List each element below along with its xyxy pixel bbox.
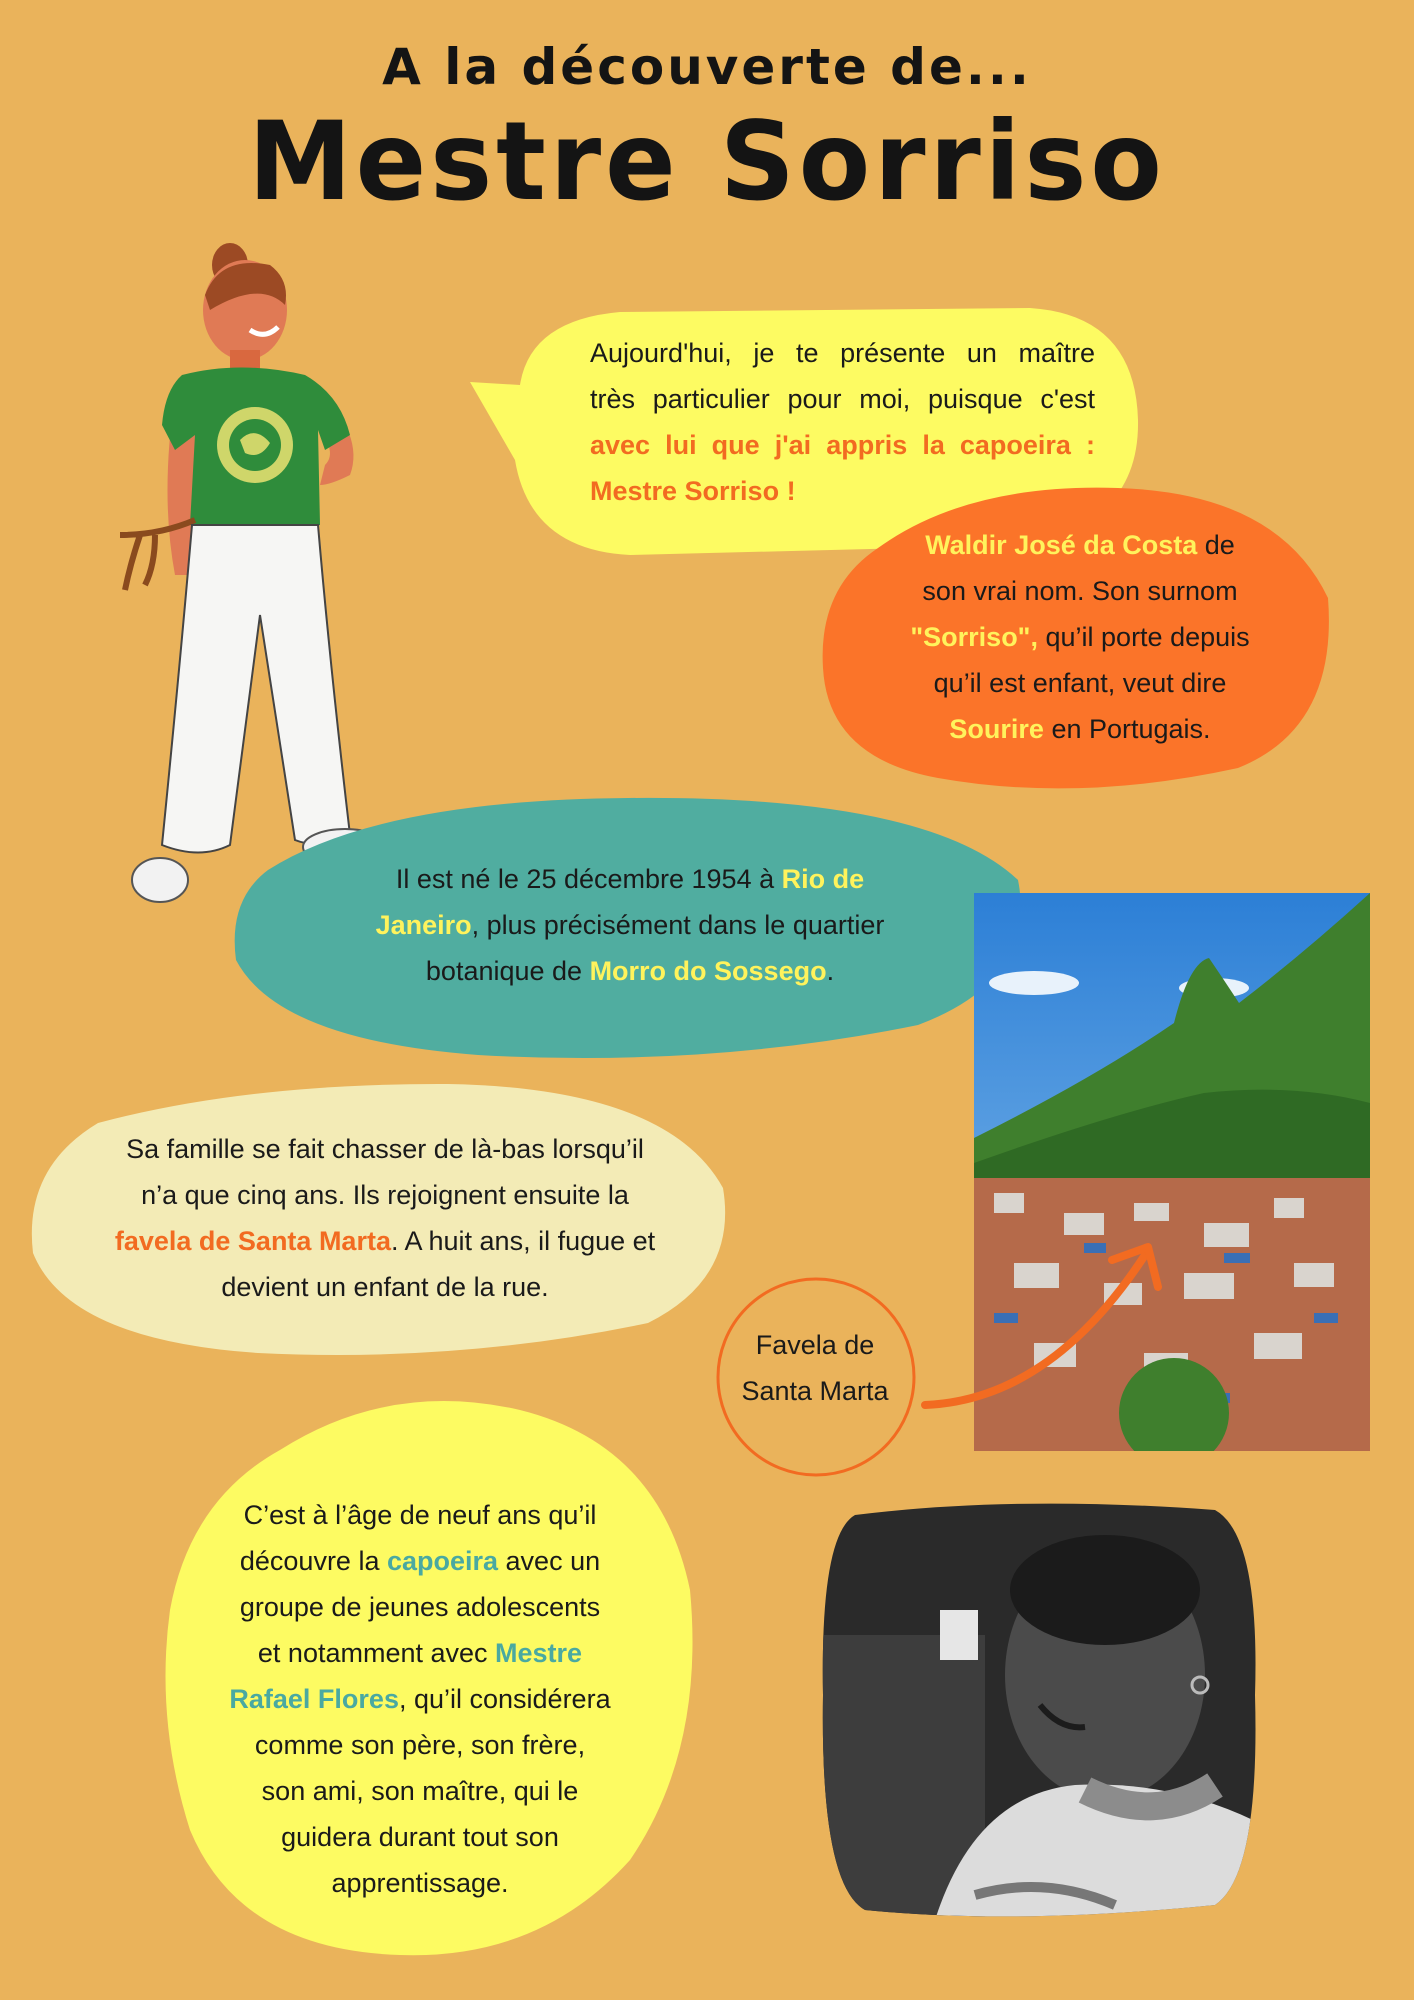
family-line-2: n’a que cinq ans. Ils rejoignent ensuite la (141, 1180, 629, 1210)
intro-highlight: avec lui que j'ai appris la capoeira : (590, 430, 1095, 460)
photo-caption (720, 1322, 910, 1414)
birth-city-1: Rio de (781, 864, 865, 894)
name-text-5: en Portugais. (1043, 714, 1211, 744)
name-text-1: de (1197, 530, 1235, 560)
name-text-4: qu’il est enfant, veut dire (933, 668, 1227, 698)
capoeira-line-9: apprentissage. (331, 1868, 509, 1898)
family-text (75, 1126, 695, 1310)
nickname: "Sorriso", (910, 622, 1038, 652)
capoeira-line-3: groupe de jeunes adolescents (239, 1592, 601, 1622)
capoeira-text-3: et notamment avec (257, 1638, 496, 1668)
capoeira-text-4: , qu’il considérera (398, 1684, 611, 1714)
name-text-2: son vrai nom. Son surnom (922, 576, 1238, 606)
caption-line-1: Favela de (755, 1330, 875, 1360)
name-text-3: qu’il porte depuis (1038, 622, 1250, 652)
capoeira-text (200, 1492, 640, 1906)
birth-text-2: , plus précisément dans le quartier (471, 910, 885, 940)
capoeira-text-2: avec un (498, 1546, 601, 1576)
capoeira-art: capoeira (386, 1546, 499, 1576)
master-name-1: Mestre (495, 1638, 583, 1668)
kicker-title: A la découverte de... (382, 38, 1032, 96)
birth-text-4: . (826, 956, 835, 986)
capoeira-text-1: découvre la (239, 1546, 387, 1576)
arrow-line (925, 1255, 1145, 1405)
page-title: Mestre Sorriso (248, 96, 1166, 226)
caption-line-2: Santa Marta (741, 1376, 889, 1406)
capoeira-line-6: comme son père, son frère, (254, 1730, 586, 1760)
capoeira-line-1: C’est à l’âge de neuf ans qu’il (243, 1500, 597, 1530)
capoeira-line-8: guidera durant tout son (281, 1822, 559, 1852)
real-name: Waldir José da Costa (925, 530, 1198, 560)
capoeira-line-7: son ami, son maître, qui le (261, 1776, 579, 1806)
birth-text-3: botanique de (425, 956, 590, 986)
intro-line-1: Aujourd'hui, je te présente un maître (590, 338, 1095, 368)
family-text-3: . A huit ans, il fugue et (390, 1226, 656, 1256)
family-line-4: devient un enfant de la rue. (221, 1272, 549, 1302)
birth-city-2: Janeiro (375, 910, 472, 940)
nickname-meaning: Sourire (949, 714, 1044, 744)
portrait-photo (815, 1495, 1263, 1920)
intro-highlight-name: Mestre Sorriso ! (590, 476, 796, 506)
master-name-2: Rafael Flores (229, 1684, 399, 1714)
birth-text-1: Il est né le 25 décembre 1954 à (395, 864, 782, 894)
family-place: favela de Santa Marta (114, 1226, 391, 1256)
birth-district: Morro do Sossego (589, 956, 827, 986)
name-text (860, 522, 1300, 752)
intro-line-2: très particulier pour moi, puisque c'est (590, 384, 1095, 414)
family-line-1: Sa famille se fait chasser de là-bas lorsqu’il (126, 1134, 644, 1164)
birth-text (330, 856, 930, 994)
